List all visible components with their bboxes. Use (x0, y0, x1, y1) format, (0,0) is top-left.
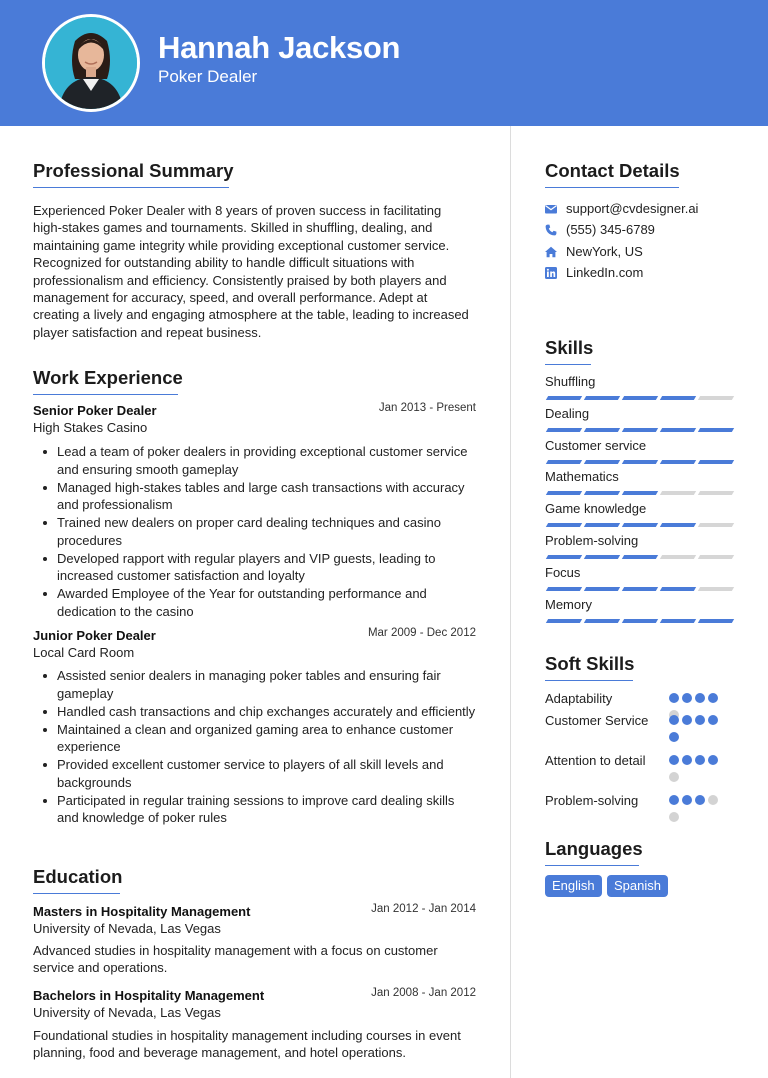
job-bullets (57, 443, 477, 621)
contact-phone[interactable] (545, 222, 735, 240)
job-bullet: Handled cash transactions and chip exchanges accurately and efficiently (57, 703, 476, 719)
rating-dot (669, 772, 679, 782)
skill-label: Shuffling (545, 374, 596, 389)
job-bullet: Developed rapport with regular players and VIP guests, leading to increased customer satisfaction and loyalty (57, 550, 477, 585)
contact-email-text: support@cvdesigner.ai (566, 201, 699, 216)
rating-dot (695, 755, 705, 765)
rating-dot (682, 755, 692, 765)
skill-level-segment (546, 555, 582, 559)
job-title: Senior Poker Dealer (33, 403, 157, 418)
rating-dot (708, 795, 718, 805)
job-bullets (57, 667, 477, 827)
skill-level-segment (546, 460, 582, 464)
rating-dot (682, 795, 692, 805)
contact-heading: Contact Details (545, 160, 679, 188)
skill-level-bar (545, 428, 733, 432)
job-bullet: Assisted senior dealers in managing poker tables and ensuring fair gameplay (57, 667, 477, 702)
soft-skills-heading: Soft Skills (545, 653, 633, 681)
skill-level-bar (545, 396, 733, 400)
skill-label: Customer service (545, 437, 647, 453)
degree-description: Advanced studies in hospitality management with a focus on customer service and operations. (33, 943, 438, 976)
rating-dot (695, 693, 705, 703)
skill-level-segment (660, 523, 696, 527)
skill-level-segment (660, 428, 696, 432)
school-name: University of Nevada, Las Vegas (33, 921, 221, 936)
skill-level-segment (546, 491, 582, 495)
skill-level-segment (546, 428, 582, 432)
profile-photo (42, 14, 140, 112)
job-date: Mar 2009 - Dec 2012 (367, 627, 476, 639)
skill-level-segment (546, 619, 582, 623)
rating-dot (669, 693, 679, 703)
contact-email[interactable] (545, 201, 735, 219)
skill-level-segment (698, 491, 734, 495)
rating-dot (695, 795, 705, 805)
rating-dot (708, 693, 718, 703)
rating-dot (669, 732, 679, 742)
degree-date: Jan 2008 - Jan 2012 (371, 987, 476, 999)
job-bullet: Provided excellent customer service to players of all skill levels and backgrounds (57, 756, 477, 791)
summary-heading: Professional Summary (33, 160, 229, 188)
skill-level-segment (660, 396, 696, 400)
summary-text: Experienced Poker Dealer with 8 years of proven success in facilitating high-stakes games and tournaments. Skilled in shuffling, dealing, and maintaining game integrity while providing exceptional customer service. Recognized for outstanding ability to handle difficult situations with professionalism and efficiency. Consistently praised by both players and management for accuracy, speed, and overall performance. Adept at creating a lively and engaging atmosphere at the table, leading to increased player satisfaction and repeat business. (33, 203, 469, 340)
language-chip: Spanish (607, 875, 668, 897)
soft-skill-label: Adaptability (545, 691, 613, 706)
job-bullet: Managed high-stakes tables and large cash transactions with accuracy and professionalism (57, 479, 477, 514)
degree-description: Foundational studies in hospitality management including courses in event planning, food and beverage management, and hotel operations. (33, 1028, 461, 1061)
job-bullet: Participated in regular training sessions to improve card dealing skills and knowledge of poker rules (57, 792, 477, 827)
rating-dot (695, 715, 705, 725)
contact-location (545, 244, 735, 262)
rating-dot (669, 812, 679, 822)
rating-dot (682, 693, 692, 703)
soft-skill-label: Attention to detail (545, 753, 646, 768)
skill-label: Focus (545, 564, 581, 580)
rating-dot (708, 715, 718, 725)
degree-title: Bachelors in Hospitality Management (33, 988, 265, 1003)
skill-level-segment (622, 428, 658, 432)
skill-level-segment (698, 428, 734, 432)
column-divider (510, 126, 511, 1078)
job-date: Jan 2013 - Present (378, 402, 476, 414)
skill-level-segment (546, 396, 582, 400)
skill-level-segment (622, 491, 658, 495)
degree-date: Jan 2012 - Jan 2014 (371, 903, 476, 915)
resume-header (0, 0, 768, 126)
skill-level-segment (698, 460, 734, 464)
skill-level-segment (546, 523, 582, 527)
skill-level-segment (622, 460, 658, 464)
contact-location-text: NewYork, US (566, 244, 643, 259)
email-icon (545, 203, 557, 215)
skill-label: Memory (545, 596, 592, 612)
profile-photo-image (45, 17, 137, 109)
skill-level-segment (546, 587, 582, 591)
contact-linkedin[interactable] (545, 265, 735, 283)
skill-level-segment (584, 428, 620, 432)
soft-skill-label: Customer Service (545, 713, 649, 728)
skill-level-segment (698, 396, 734, 400)
candidate-role: Poker Dealer (158, 67, 258, 86)
rating-dot (669, 795, 679, 805)
skill-level-segment (622, 396, 658, 400)
skill-label: Problem-solving (545, 533, 639, 548)
skills-heading: Skills (545, 337, 591, 365)
languages-list (545, 875, 735, 897)
degree-title: Masters in Hospitality Management (33, 904, 251, 919)
skill-level-segment (584, 555, 620, 559)
skill-label: Mathematics (545, 469, 619, 485)
skill-level-segment (698, 587, 734, 591)
rating-dot (669, 755, 679, 765)
skill-level-segment (584, 396, 620, 400)
skill-level-segment (660, 619, 696, 623)
soft-skill-label: Problem-solving (545, 793, 639, 808)
skill-level-segment (698, 523, 734, 527)
skill-level-segment (622, 523, 658, 527)
job-bullet: Awarded Employee of the Year for outstanding performance and dedication to the casino (57, 585, 477, 620)
skill-level-segment (660, 460, 696, 464)
job-bullet: Maintained a clean and organized gaming area to enhance customer experience (57, 721, 477, 756)
job-title: Junior Poker Dealer (33, 628, 156, 643)
skill-level-segment (622, 555, 658, 559)
skill-level-segment (660, 587, 696, 591)
contact-linkedin-text: LinkedIn.com (566, 265, 644, 280)
skill-level-segment (660, 555, 696, 559)
skill-level-segment (584, 460, 620, 464)
skill-level-segment (698, 555, 734, 559)
home-icon (545, 246, 557, 258)
skill-level-bar (545, 491, 733, 495)
experience-heading: Work Experience (33, 367, 178, 395)
rating-dot (682, 715, 692, 725)
skill-level-bar (545, 619, 733, 623)
contact-phone-text: (555) 345-6789 (566, 222, 655, 237)
job-company: Local Card Room (33, 645, 135, 660)
skill-label: Game knowledge (545, 501, 647, 517)
skill-level-segment (698, 619, 734, 623)
languages-heading: Languages (545, 838, 639, 866)
skill-level-segment (584, 587, 620, 591)
job-bullet: Lead a team of poker dealers in providing exceptional customer service and ensuring smooth gameplay (57, 443, 477, 478)
linkedin-icon (545, 267, 557, 279)
skill-level-bar (545, 460, 733, 464)
rating-dot (708, 755, 718, 765)
candidate-name: Hannah Jackson (158, 30, 401, 65)
skill-level-segment (584, 619, 620, 623)
phone-icon (545, 224, 557, 236)
skill-level-bar (545, 523, 733, 527)
education-heading: Education (33, 866, 120, 894)
skill-level-segment (584, 491, 620, 495)
language-chip: English (545, 875, 602, 897)
skill-level-bar (545, 587, 733, 591)
school-name: University of Nevada, Las Vegas (33, 1005, 221, 1020)
skill-label: Dealing (545, 405, 590, 421)
skill-level-bar (545, 555, 733, 559)
skill-level-segment (660, 491, 696, 495)
skill-level-segment (622, 619, 658, 623)
job-company: High Stakes Casino (33, 420, 148, 435)
skill-level-segment (584, 523, 620, 527)
rating-dot (669, 715, 679, 725)
job-bullet: Trained new dealers on proper card dealing techniques and casino procedures (57, 514, 477, 549)
skill-level-segment (622, 587, 658, 591)
